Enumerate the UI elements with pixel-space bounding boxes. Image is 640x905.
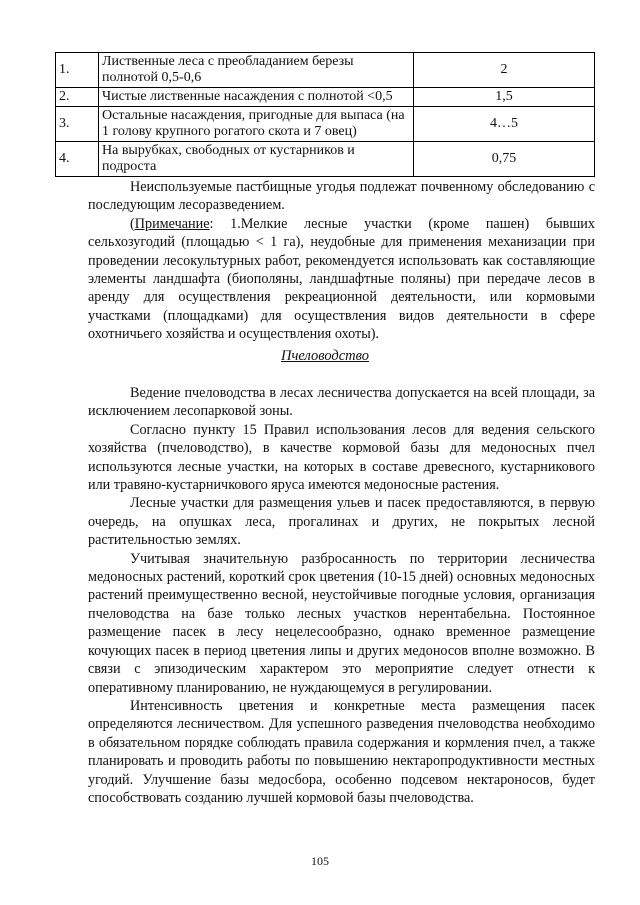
note-open: ( — [130, 215, 135, 232]
row-value: 4…5 — [414, 107, 595, 142]
row-value: 0,75 — [414, 142, 595, 177]
table-row — [56, 53, 595, 88]
note-paragraph — [88, 215, 595, 344]
section-title: Пчеловодство — [281, 348, 369, 364]
table-row — [56, 107, 595, 142]
row-number: 3. — [56, 107, 99, 142]
row-value: 1,5 — [414, 88, 595, 107]
table-row — [56, 88, 595, 107]
paragraph: Учитывая значительную разбросанность по территории лесничества медоносных растений, короткий срок цветения (10-15 дней) основных медоносных растений преимущественно весной, неустойчивые погодные условия, организация пчеловодства на базе только лесных участков нерентабельна. Постоянное размещение пасек в лесу нецелесообразно, однако временное размещение кочующих пасек в период цветения липы и других медоносов вполне возможно. В связи с эпизодическим характером это мероприятие следует отнести к оперативному планированию, не нуждающемуся в регулировании. — [88, 550, 595, 696]
page-number: 105 — [311, 854, 329, 868]
row-number: 2. — [56, 88, 99, 107]
grazing-norms-table — [55, 52, 595, 177]
beekeeping-body — [88, 384, 595, 807]
paragraph: Лесные участки для размещения ульев и пасек предоставляются, в первую очередь, на опушках леса, прогалинах и других, не покрытых лесной растительностью землях. — [88, 495, 595, 549]
row-description: Чистые лиственные насаждения с полнотой <0,5 — [99, 88, 414, 107]
paragraph: Согласно пункту 15 Правил использования лесов для ведения сельского хозяйства (пчеловодство), в качестве кормовой базы для медоносных пчел используются лесные участки, на которых в составе древесного, кустарникового или травяно-кустарничкового яруса имеются медоносные растения. — [88, 421, 595, 494]
table-row — [56, 142, 595, 177]
row-description: Лиственные леса с преобладанием березы полнотой 0,5-0,6 — [99, 53, 414, 88]
row-description: На вырубках, свободных от кустарников и подроста — [99, 142, 414, 177]
row-number: 4. — [56, 142, 99, 177]
row-value: 2 — [414, 53, 595, 88]
row-number: 1. — [56, 53, 99, 88]
row-description: Остальные насаждения, пригодные для выпаса (на 1 голову крупного рогатого скота и 7 овец) — [99, 107, 414, 142]
paragraph: Неиспользуемые пастбищные угодья подлежат почвенному обследованию с последующим лесоразведением. — [88, 179, 595, 214]
unused-pasture-and-note — [88, 178, 595, 344]
note-label: Примечание — [134, 215, 210, 232]
paragraph: Интенсивность цветения и конкретные места размещения пасек определяются лесничеством. Для успешного разведения пчеловодства необходимо в обязательном порядке соблюдать правила содержания и кормления пчел, а также планировать и проводить работы по повышению нектаропродуктивности местных угодий. Улучшение базы медосбора, особенно подсевом нектароносов, будет способствовать созданию лучшей кормовой базы пчеловодства. — [88, 697, 595, 806]
note-body: : 1.Мелкие лесные участки (кроме пашен) бывших сельхозугодий (площадью < 1 га), неудобные для применения механизации при проведении лесокультурных работ, рекомендуется использовать как составляющие элементы ландшафта (биополяны, ландшафтные поляны) при передаче лесов в аренду для осуществления рекреационной деятельности, или кормовыми участками (площадками) для осуществления видов деятельности в сфере охотничьего хозяйства и осуществления охоты). — [88, 215, 595, 343]
paragraph: Ведение пчеловодства в лесах лесничества допускается на всей площади, за исключением лесопарковой зоны. — [88, 385, 595, 420]
